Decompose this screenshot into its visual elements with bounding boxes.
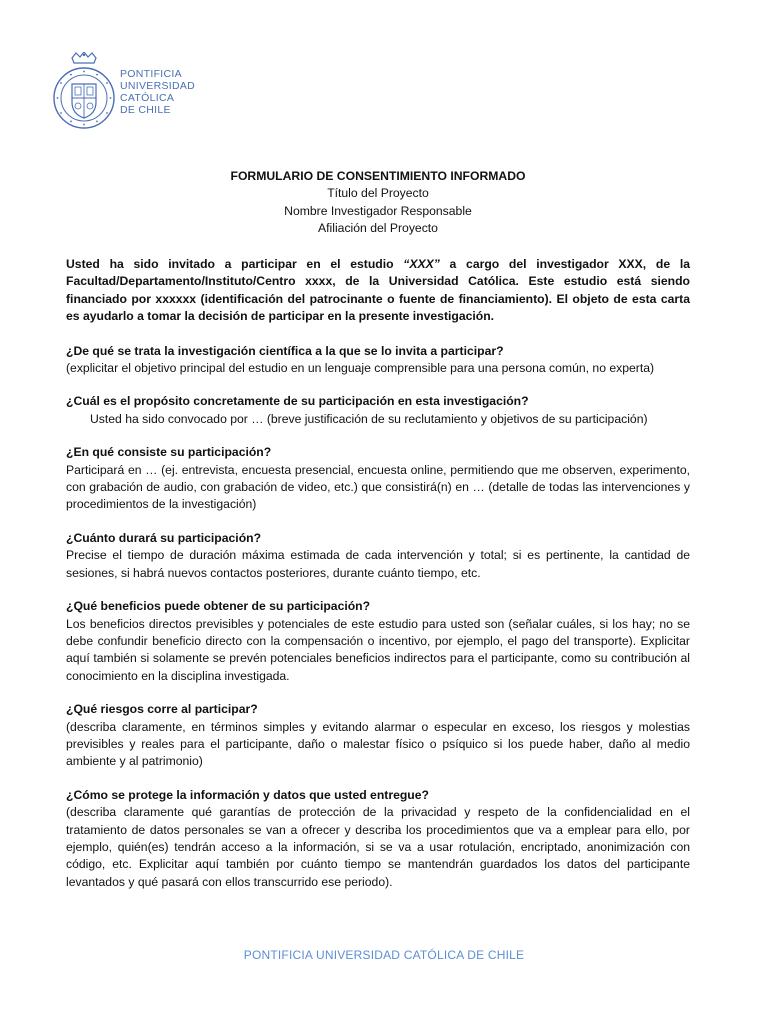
section-question: ¿Qué beneficios puede obtener de su participación? (66, 599, 371, 614)
project-affiliation: Afiliación del Proyecto (318, 221, 438, 236)
section-duration (66, 530, 690, 582)
project-title: Título del Proyecto (327, 186, 429, 201)
section-purpose (66, 393, 690, 428)
section-participation (66, 444, 690, 514)
section-question: ¿De qué se trata la investigación científica a la que se lo invita a participar? (66, 343, 504, 358)
form-heading (66, 168, 690, 238)
section-question: ¿Cómo se protege la información y datos que usted entregue? (66, 787, 429, 802)
logo-wordmark (120, 68, 195, 116)
section-topic (66, 343, 690, 378)
section-answer: Precise el tiempo de duración máxima estimada de cada intervención y total; si es pertinente, la cantidad de sesiones, si habrá nuevos contactos posteriores, durante cuánto tiempo, etc. (66, 548, 690, 580)
page-footer: PONTIFICIA UNIVERSIDAD CATÓLICA DE CHILE (243, 948, 525, 962)
section-answer: (describa claramente qué garantías de protección de la privacidad y respeto de la confidencialidad en el tratamiento de datos personales se van a ofrecer y describa los procedimientos que va a emplear para ello, por ejemplo, quién(es) tendrán acceso a la información, si se va a usar rotulación, encriptado, anonimización con código, etc. Explicitar aquí también por cuánto tiempo se mantendrán guardados los datos del participante levantados y qué pasará con ellos transcurrido ese periodo). (66, 805, 690, 889)
section-data-protection (66, 787, 690, 891)
logo-line-2: UNIVERSIDAD (120, 80, 196, 92)
logo-line-4: DE CHILE (120, 104, 171, 116)
researcher-name: Nombre Investigador Responsable (284, 203, 472, 218)
intro-paragraph (66, 256, 690, 326)
section-question: ¿Qué riesgos corre al participar? (66, 702, 258, 717)
section-question: ¿En qué consiste su participación? (66, 445, 272, 460)
intro-text-1: Usted ha sido invitado a participar en el estudio (66, 257, 404, 271)
section-answer: (explicitar el objetivo principal del estudio en un lenguaje comprensible para una persona común, no experta) (66, 361, 655, 376)
study-name: “XXX” (403, 257, 440, 271)
section-answer: Los beneficios directos previsibles y potenciales de este estudio para usted son (señalar cuáles, si los hay; no se debe confundir beneficio directo con la compensación o incentivo, por ejemplo, el pago del transporte). Explicitar aquí también si solamente se prevén potenciales beneficios indirectos para el participante, como su contribución al conocimiento en la disciplina investigada. (66, 616, 690, 683)
section-answer: Usted ha sido convocado por … (breve justificación de su reclutamiento y objetivos de su participación) (90, 411, 648, 426)
form-title: FORMULARIO DE CONSENTIMIENTO INFORMADO (230, 169, 526, 183)
section-question: ¿Cuánto durará su participación? (66, 530, 262, 545)
logo-line-3: CATÓLICA (120, 92, 175, 104)
university-seal-icon (52, 52, 116, 132)
section-answer: (describa claramente, en términos simples y evitando alarmar o especular en exceso, los riesgos y molestias previsibles y reales para el participante, daño o malestar físico o psíquico si los puede haber, daño al medio ambiente y al patrimonio) (66, 719, 690, 769)
section-answer: Participará en … (ej. entrevista, encuesta presencial, encuesta online, permitiendo que me observen, experimento, con grabación de audio, con grabación de video, etc.) que consistirá(n) en … (detalle de todas las intervenciones y procedimientos de la investigación) (66, 462, 690, 512)
section-risks (66, 701, 690, 771)
university-logo (52, 52, 195, 132)
intro-text-2: a cargo del investigador XXX, de la Facultad/Departamento/Instituto/Centro xxxx, de la Universidad Católica. Este estudio está siendo financiado por xxxxxx (identificación del patrocinante o fuente de financiamiento). El objeto de esta carta es ayudarlo a tomar la decisión de participar en la presente investigación. (66, 257, 690, 324)
logo-line-1: PONTIFICIA (120, 68, 182, 80)
form-body (66, 256, 690, 907)
section-benefits (66, 598, 690, 685)
section-question: ¿Cuál es el propósito concretamente de su participación en esta investigación? (66, 394, 529, 409)
